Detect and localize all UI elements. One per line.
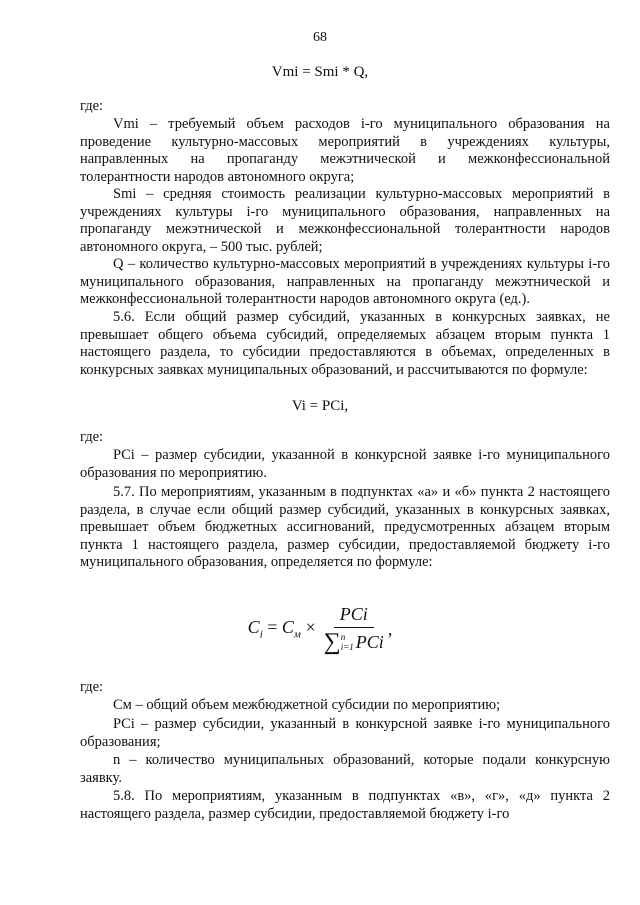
where-label-1: где: xyxy=(80,98,104,114)
formula-vi: Vi = PCi, xyxy=(291,398,349,414)
paragraph-q: Q – количество культурно-массовых мероприятий в учреждениях культуры i-го муниципального образования, направленных на пропаганду межэтнической и межконфессиональной толерантности народов автономного округа (ед.). xyxy=(80,256,610,308)
formula-vmi: Vmi = Smi * Q, xyxy=(271,64,369,80)
fraction-denominator: ∑ n i=1 PCi xyxy=(323,629,384,655)
paragraph-vmi: Vmi – требуемый объем расходов i-го муниципального образования на проведение культурно-массовых мероприятий в учреждениях культуры, направленных на пропаганду межэтнической и межконфессиональной толерантности народов автономного округа; xyxy=(80,116,610,185)
sigma-symbol: ∑ xyxy=(323,629,341,655)
formula-ci: $C_i = C_м$ × PCi ∑ n i=1 PCi , xyxy=(247,604,393,655)
paragraph-cm: Cм – общий объем межбюджетной субсидии по мероприятию; xyxy=(113,697,501,713)
paragraph-pci-2: PCi – размер субсидии, указанный в конкурсной заявке i-го муниципального образования; xyxy=(80,716,610,750)
paragraph-5-7: 5.7. По мероприятиям, указанным в подпунктах «а» и «б» пункта 2 настоящего раздела, в случае если общий размер субсидий, указанных в конкурсных заявках, превышает объем бюджетных ассигнований, предусмотренных абзацем вторым пункта 1 настоящего раздела, размер субсидии, предоставляемой бюджету i-го муниципального образования, определяется по формуле: xyxy=(80,484,610,571)
page-number: 68 xyxy=(313,30,327,45)
formula-ci-lhs: $C_i = C_м$ × xyxy=(247,617,316,641)
paragraph-smi: Smi – средняя стоимость реализации культурно-массовых мероприятий в учреждениях культуры i-го муниципального образования, направленных на пропаганду межэтнической и межконфессиональной толерантности народов автономного округа, – 500 тыс. рублей; xyxy=(80,186,610,255)
where-label-2: где: xyxy=(80,429,104,445)
formula-fraction xyxy=(324,604,384,654)
paragraph-n: n – количество муниципальных образований, которые подали конкурсную заявку. xyxy=(80,752,610,786)
paragraph-pci: PCi – размер субсидии, указанной в конкурсной заявке i-го муниципального образования по мероприятию. xyxy=(80,447,610,481)
where-label-3: где: xyxy=(80,679,104,695)
fraction-numerator: PCi xyxy=(334,604,374,628)
paragraph-5-6: 5.6. Если общий размер субсидий, указанных в конкурсных заявках, не превышает общего объема субсидий, определяемых абзацем вторым пункта 1 настоящего раздела, то субсидии предоставляются в объемах, определенных в конкурсных заявках муниципальных образований, и рассчитываются по формуле: xyxy=(80,309,610,378)
paragraph-5-8: 5.8. По мероприятиям, указанным в подпунктах «в», «г», «д» пункта 2 настоящего раздела, размер субсидии, предоставляемой бюджету i-го xyxy=(80,788,610,822)
sum-limits: n i=1 xyxy=(340,632,354,652)
